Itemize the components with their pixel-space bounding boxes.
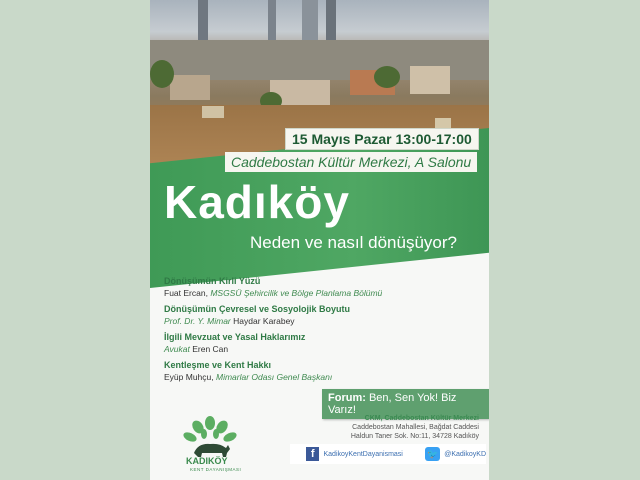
talk-list [164, 276, 474, 388]
event-poster [150, 0, 489, 480]
event-subtitle: Neden ve nasıl dönüşüyor? [250, 233, 457, 252]
speaker-name: Fuat Ercan, [164, 288, 208, 298]
logo-subtitle: KENT DAYANIŞMASI [190, 467, 242, 472]
speaker-name: Haydar Karabey [233, 316, 295, 326]
speaker-title: Avukat [164, 344, 190, 354]
talk-speaker [164, 316, 474, 326]
twitter-handle[interactable]: @KadikoyKD [444, 450, 486, 458]
excavator [202, 106, 224, 118]
address-line: Haldun Taner Sok. No:11, 34728 Kadıköy [350, 433, 479, 440]
twitter-icon[interactable]: 🐦 [425, 447, 440, 461]
forum-label: Forum: [328, 392, 366, 404]
facebook-icon[interactable]: f [306, 447, 319, 461]
event-date-time: 15 Mayıs Pazar 13:00-17:00 [285, 128, 479, 150]
address-line: CKM, Caddebostan Kültür Merkezi [364, 415, 479, 422]
speaker-title: Prof. Dr. Y. Mimar [164, 316, 231, 326]
speaker-name: Eren Can [192, 344, 229, 354]
excavator [435, 118, 451, 128]
talk-item [164, 304, 474, 326]
facebook-handle[interactable]: KadikoyKentDayanismasi [323, 450, 403, 458]
talk-item [164, 332, 474, 354]
talk-item [164, 276, 474, 298]
kadikoy-kent-dayanismasi-logo [180, 415, 240, 475]
talk-speaker [164, 372, 474, 382]
logo-name: KADIKÖY [186, 456, 228, 466]
speaker-affiliation: MSGSÜ Şehircilik ve Bölge Planlama Bölümü [210, 288, 383, 298]
venue-address [351, 414, 479, 441]
event-venue: Caddebostan Kültür Merkezi, A Salonu [225, 152, 477, 172]
talk-title: İlgili Mevzuat ve Yasal Haklarımız [164, 332, 306, 342]
social-links [290, 444, 486, 464]
talk-speaker [164, 344, 474, 354]
house [410, 66, 450, 94]
talk-title: Kentleşme ve Kent Hakkı [164, 360, 272, 370]
talk-item [164, 360, 474, 382]
talk-title: Dönüşümün Çevresel ve Sosyolojik Boyutu [164, 304, 351, 314]
speaker-name: Eyüp Muhçu, [164, 372, 214, 382]
talk-title: Dönüşümün Kirli Yüzü [164, 276, 261, 286]
talk-speaker [164, 288, 474, 298]
house [170, 75, 210, 100]
speaker-affiliation: Mimarlar Odası Genel Başkanı [216, 372, 333, 382]
event-title: Kadıköy [164, 176, 350, 228]
tree [374, 66, 400, 88]
tree [150, 60, 174, 88]
address-line: Caddebostan Mahallesi, Bağdat Caddesi [352, 424, 479, 431]
forum-text: Ben, Sen Yok! Biz Varız! [328, 392, 457, 416]
